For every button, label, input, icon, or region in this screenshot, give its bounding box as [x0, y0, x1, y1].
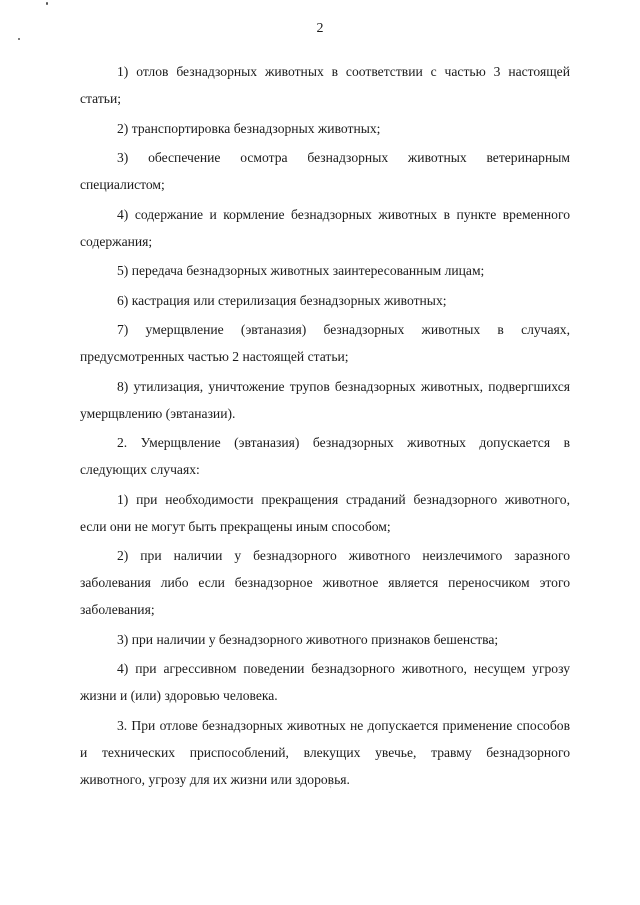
list-item-keeping: 4) содержание и кормление безнадзорных животных в пункте временного содержания;	[80, 206, 570, 249]
scan-speck	[46, 2, 48, 5]
list-item-capture: 1) отлов безнадзорных животных в соответствии с частью 3 настоящей статьи;	[80, 64, 570, 106]
scan-speck	[18, 38, 20, 40]
case-item-rabies: 3) при наличии у безнадзорного животного признаков бешенства;	[117, 631, 499, 647]
list-item-transport: 2) транспортировка безнадзорных животных;	[117, 120, 381, 136]
case-item-disease: 2) при наличии у безнадзорного животного неизлечимого заразного заболевания либо если безнадзорное животное является переносчиком этого заболевания;	[80, 548, 570, 617]
section-3-paragraph: 3. При отлове безнадзорных животных не допускается применение способов и технических приспособлений, влекущих увечье, травму безнадзорного животного, угрозу для их жизни или здоровья.	[80, 717, 570, 787]
list-item-sterilization: 6) кастрация или стерилизация безнадзорных животных;	[117, 292, 447, 308]
case-item-aggression: 4) при агрессивном поведении безнадзорного животного, несущем угрозу жизни и (или) здоровью человека.	[80, 661, 570, 703]
list-item-inspection: 3) обеспечение осмотра безнадзорных животных ветеринарным специалистом;	[80, 150, 570, 192]
list-item-disposal: 8) утилизация, уничтожение трупов безнадзорных животных, подвергшихся умерщвлению (эвтаназии).	[80, 378, 570, 421]
document-body	[80, 58, 570, 795]
list-item-transfer: 5) передача безнадзорных животных заинтересованным лицам;	[117, 263, 485, 278]
list-item-euthanasia: 7) умерщвление (эвтаназия) безнадзорных животных в случаях, предусмотренных частью 2 настоящей статьи;	[80, 322, 570, 364]
page-number: 2	[316, 21, 324, 36]
case-item-suffering: 1) при необходимости прекращения страданий безнадзорного животного, если они не могут быть прекращены иным способом;	[80, 491, 570, 534]
section-2-heading: 2. Умерщвление (эвтаназия) безнадзорных животных допускается в следующих случаях:	[80, 435, 570, 477]
